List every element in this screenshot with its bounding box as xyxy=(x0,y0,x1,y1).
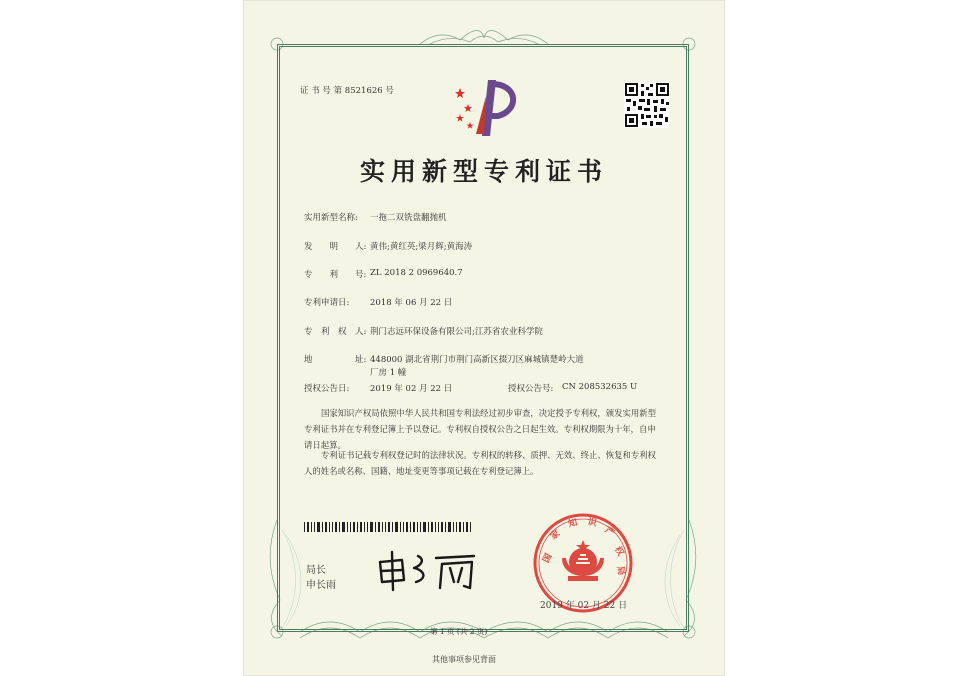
page-indicator: 第 1 页 (共 2 页) xyxy=(430,627,488,636)
svg-text:识: 识 xyxy=(586,517,598,529)
grant-no-value: CN 208532635 U xyxy=(562,382,638,392)
grant-no-label: 授权公告号: xyxy=(508,384,554,394)
field-value-name: 一拖二双铣盘翻抛机 xyxy=(370,213,447,223)
field-label-name: 实用新型名称: xyxy=(304,213,358,223)
svg-text:家: 家 xyxy=(549,528,563,543)
qr-code xyxy=(624,82,670,128)
seal-date: 2019 年 02 月 22 日 xyxy=(540,601,628,611)
field-value-address-line2: 厂房 1 幢 xyxy=(370,368,407,378)
signatory-name: 申长雨 xyxy=(306,580,336,591)
field-label-patentee: 专 利 权 人: xyxy=(304,327,367,337)
signatory-role: 局长 xyxy=(306,565,326,576)
certificate-title: 实用新型专利证书 xyxy=(359,157,608,186)
field-value-patentee: 荆门志远环保设备有限公司;江苏省农业科学院 xyxy=(370,327,543,337)
paragraph-2: 专利证书记载专利权登记时的法律状况。专利权的转移、质押、无效、终止、恢复和专利权人的姓名或名称、国籍、地址变更等事项记载在专利登记簿上。 xyxy=(304,450,656,476)
field-value-address: 448000 湖北省荆门市荆门高新区掇刀区麻城镇楚岭大道 xyxy=(370,355,584,365)
field-value-inventors: 黄伟;黄红英;梁月辉;黄海涛 xyxy=(370,242,473,252)
grant-date-label: 授权公告日: xyxy=(304,384,350,394)
field-label-patent-no: 专 利 号: xyxy=(304,270,367,280)
field-label-inventors: 发 明 人: xyxy=(304,242,367,252)
certificate-number: 证 书 号 第 8521626 号 xyxy=(300,86,394,96)
patent-office-logo xyxy=(452,76,524,140)
footer-note: 其他事项参见背面 xyxy=(432,655,496,664)
svg-text:权: 权 xyxy=(611,545,626,558)
field-value-filing-date: 2018 年 06 月 22 日 xyxy=(370,298,453,308)
svg-text:局: 局 xyxy=(614,565,626,577)
barcode xyxy=(304,522,472,532)
field-label-filing-date: 专利申请日: xyxy=(304,298,350,308)
field-label-address: 地 址: xyxy=(304,355,367,365)
grant-date-value: 2019 年 02 月 22 日 xyxy=(370,384,453,394)
svg-text:国: 国 xyxy=(541,552,555,565)
paragraph-1: 国家知识产权局依照中华人民共和国专利法经过初步审查，决定授予专利权，颁发实用新型专利证书并在专利登记簿上予以登记。专利权自授权公告之日起生效。专利权期限为十年，自申请日起算。 xyxy=(304,408,656,450)
svg-text:知: 知 xyxy=(567,518,579,530)
handwritten-signature xyxy=(374,548,492,592)
svg-text:产: 产 xyxy=(602,525,616,539)
field-value-patent-no: ZL 2018 2 0969640.7 xyxy=(370,268,463,278)
